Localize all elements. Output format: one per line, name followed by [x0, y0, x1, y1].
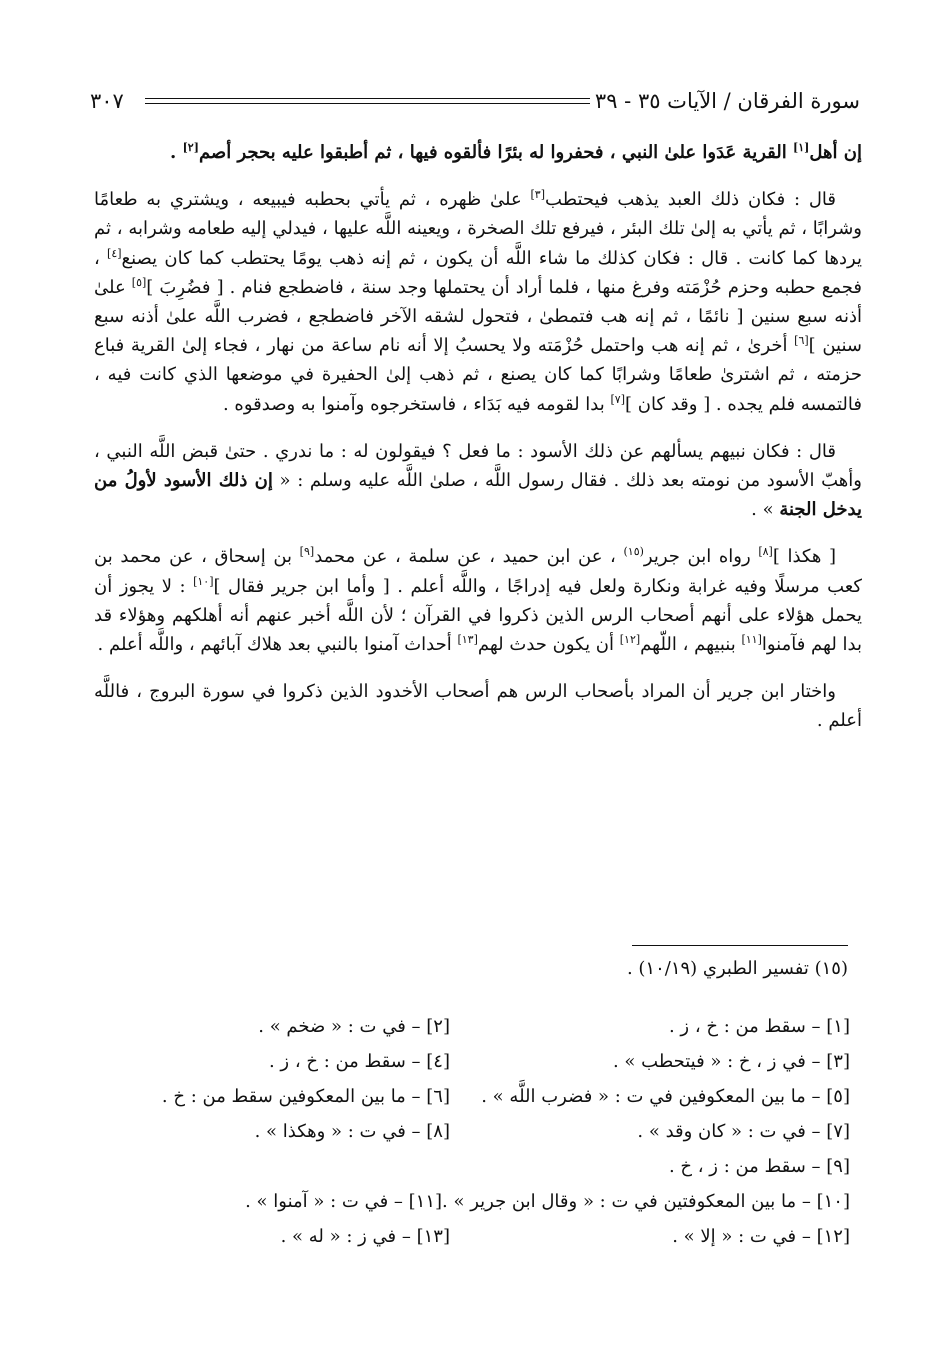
text: أن يكون حدث لهم [477, 634, 620, 656]
variant-ref: [١١] [741, 633, 762, 647]
variant-ref: [٩] [299, 545, 315, 559]
text: بنبيهم ، اللّهم [640, 634, 742, 656]
text: إن أهل [809, 142, 862, 163]
variant-row [90, 1117, 860, 1152]
hadith-text: إن ذلك الأسود لأولُ من يدخل الجنة [94, 470, 862, 521]
variant-note: [٨] – في ت : « وهكذا » . [254, 1121, 450, 1142]
footnote-rule [632, 945, 848, 946]
text: أحداث آمنوا بالنبي بعد هلاك آبائهم ، واللَّه أعلم . [97, 634, 458, 656]
text: ، عن ابن حميد ، عن سلمة ، عن محمد [314, 546, 624, 568]
paragraph-2 [94, 185, 862, 419]
variant-ref: [١٠] [193, 574, 214, 588]
footnote-15: (١٥) تفسير الطبري (١٠/١٩) . [626, 958, 848, 979]
variant-ref: [٥] [131, 275, 147, 289]
text: [ هكذا ] [772, 546, 837, 568]
surah-title: سورة الفرقان / الآيات ٣٥ - ٣٩ [594, 89, 860, 113]
paragraph-5 [94, 677, 862, 735]
variant-row [90, 1047, 860, 1082]
variant-note: [٢] – في ت : « ضخم » . [258, 1016, 450, 1037]
paragraph-3 [94, 437, 862, 525]
text: القرية عَدَوا علىٰ النبي ، فحفروا له بئرًا فألقوه فيها ، ثم أطبقوا عليه بحجر أصم [198, 142, 794, 163]
variant-row [90, 1012, 860, 1047]
text: ، فجمع حطبه وحزم حُزْمَته وفرغ منها ، فلما أراد أن يحتملها وجد سنة ، فاضطجع فنام . [ فضُرِبَ ] [94, 247, 862, 298]
variant-ref: [١٣] [457, 633, 478, 647]
page-header [90, 84, 860, 124]
variant-ref: [٦] [794, 334, 809, 348]
variant-row [90, 1152, 860, 1187]
variant-note: [٥] – ما بين المعكوفين في ت : « فضرب اللَّه » . [481, 1086, 850, 1107]
text: : لا يجوز أن يحمل هؤلاء على أنهم أصحاب الرس الذين ذكروا في القرآن ؛ لأن اللَّه أخبر عنهم أنه أهلكهم وهؤلاء قد بدا لهم فآمنوا [94, 575, 862, 656]
variant-ref: [٣] [530, 188, 546, 202]
variant-note: [٣] – في ز ، خ : « فيتحطب » . [612, 1051, 850, 1072]
variant-ref: [٧] [610, 392, 625, 406]
variant-note: [١٣] – في ز : « له » . [280, 1226, 450, 1247]
main-text [94, 138, 862, 754]
variant-note: [٤] – سقط من : خ ، ز . [268, 1051, 450, 1072]
variant-note: [١] – سقط من : خ ، ز . [668, 1016, 850, 1037]
variant-ref: [١] [793, 141, 810, 154]
text: قال : فكان نبيهم يسألهم عن ذلك الأسود : ما فعل ؟ فيقولون له : ما ندري . حتىٰ قبض اللَّه النبي ، وأهبّ الأسود من نومته بعد ذلك . فقال رسول اللَّه ، صلىٰ اللَّه عليه وسلم : « [94, 440, 862, 492]
footnote-ref: (١٥) [623, 545, 644, 559]
text: واختار ابن جرير أن المراد بأصحاب الرس هم أصحاب الأخدود الذين ذكروا في سورة البروج ، فاللَّه أعلم . [94, 681, 862, 732]
variant-notes [90, 1012, 860, 1257]
header-rule [145, 103, 590, 104]
variant-note: [٦] – ما بين المعكوفين سقط من : خ . [161, 1086, 450, 1107]
text: علىٰ ظهره ، ثم يأتي بحطبه فيبيعه ، ويشتري به طعامًا وشرابًا ، ثم يأتي به إلىٰ تلك البئر ، فيرفع تلك الصخرة ، ويعينه اللَّه عليها ، فيدلي إليه طعامه وشرابه ، ثم يردها كما كانت . قال : فكان كذلك ما شاء اللَّه أن يكون ، ثم إنه ذهب يومًا يحتطب كما كان يصنع [94, 189, 862, 269]
variant-note: [١٠] – ما بين المعكوفتين في ت : « وقال ابن جرير » .[١١] – في ت : « آمنوا » . [245, 1191, 850, 1212]
header-rule [145, 98, 590, 99]
variant-ref: [١٢] [619, 633, 641, 647]
text: . [170, 142, 183, 163]
text: بدا لقومه فيه بَدَاء ، فاستخرجوه وآمنوا به وصدقوه . [222, 393, 611, 415]
variant-row [90, 1082, 860, 1117]
text: بن إسحاق ، عن محمد بن كعب مرسلًا وفيه غرابة ونكارة ولعل فيه إدراجًا ، واللَّه أعلم . [ وأما ابن جرير فقال ] [94, 546, 862, 597]
text: أخرىٰ ، ثم إنه هب واحتمل حُزْمَته ولا يحسبُ إلا أنه نام ساعة من نهار ، فجاء إلىٰ القرية فباع حزمته ، ثم اشترىٰ طعامًا وشرابًا كما كان يصنع ، ثم ذهب إلىٰ الحفيرة في موضعها الذي كانت فيه ، فالتمسه فلم يجده . [ وقد كان ] [94, 335, 862, 415]
paragraph-4 [94, 542, 862, 659]
variant-row [90, 1222, 860, 1257]
variant-note: [١٢] – في ت : « إلا » . [672, 1226, 850, 1247]
variant-note: [٧] – في ت : « كان وقد » . [637, 1121, 850, 1142]
variant-ref: [٢] [182, 141, 199, 154]
text: علىٰ أذنه سبع سنين [ نائمًا ، ثم إنه هب فتمطىٰ ، فتحول لشقه الآخر فاضطجع ، فضرب اللَّه علىٰ أذنه سبع سنين ] [94, 276, 862, 357]
text: رواه ابن جرير [643, 546, 759, 568]
text: قال : فكان ذلك العبد يذهب فيحتطب [545, 189, 836, 211]
variant-ref: [٤] [107, 246, 122, 260]
variant-row [90, 1187, 860, 1222]
variant-ref: [٨] [758, 545, 773, 559]
text: » . [751, 499, 780, 521]
variant-note: [٩] – سقط من : ز ، خ . [668, 1156, 850, 1177]
paragraph-1 [94, 138, 862, 167]
page-number: ٣٠٧ [90, 89, 124, 113]
